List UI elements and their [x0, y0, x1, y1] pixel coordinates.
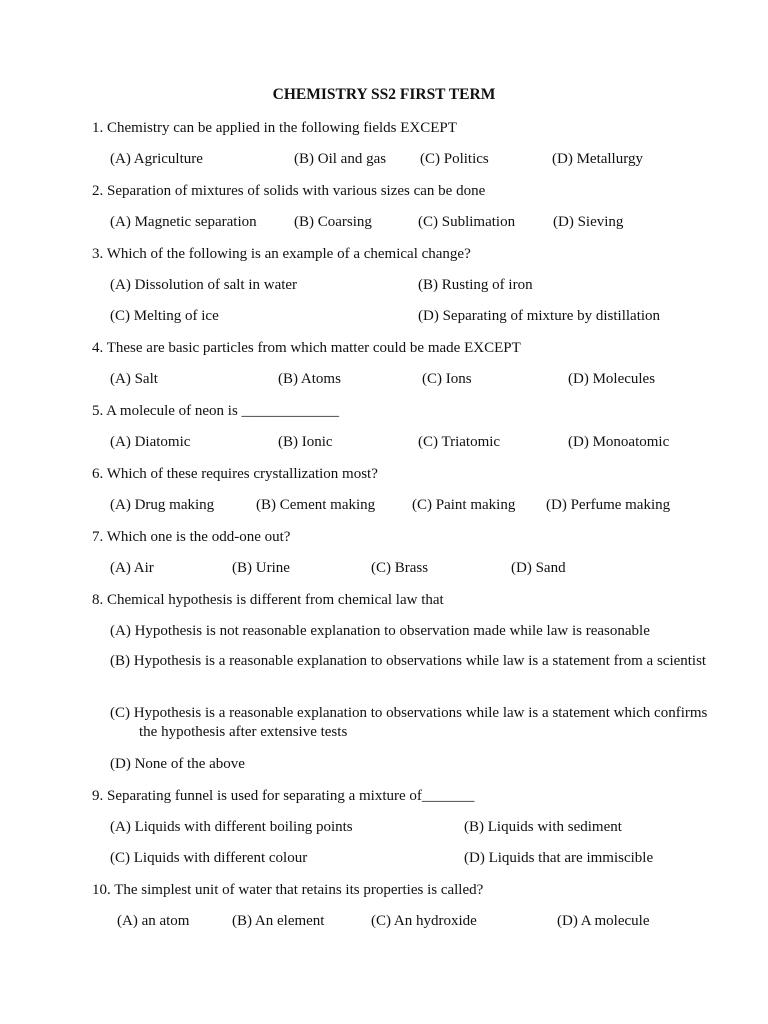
q5-option-a: (A) Diatomic [110, 434, 191, 450]
q2-option-a: (A) Magnetic separation [110, 214, 257, 230]
q9-option-a: (A) Liquids with different boiling points [110, 819, 353, 835]
q4-option-c: (C) Ions [422, 371, 472, 387]
q9-option-d: (D) Liquids that are immiscible [464, 850, 654, 866]
q1-option-c: (C) Politics [420, 151, 489, 167]
q1-option-b: (B) Oil and gas [294, 151, 387, 167]
q10-option-d: (D) A molecule [557, 913, 650, 929]
question-4: 4. These are basic particles from which matter could be made EXCEPT [92, 340, 521, 356]
q10-option-a: (A) an atom [117, 913, 190, 929]
q8-option-c: (C) Hypothesis is a reasonable explanation to observations while law is a statement which confirms the hypothesis after extensive tests [110, 705, 708, 740]
q2-option-d: (D) Sieving [553, 214, 624, 230]
q4-option-a: (A) Salt [110, 371, 158, 387]
q8-option-b: (B) Hypothesis is a reasonable explanation to observations while law is a statement from a scientist [110, 653, 707, 669]
q7-option-b: (B) Urine [232, 560, 290, 576]
q6-option-a: (A) Drug making [110, 497, 215, 513]
question-7: 7. Which one is the odd-one out? [92, 529, 291, 545]
q3-option-d: (D) Separating of mixture by distillation [418, 308, 661, 324]
q7-option-c: (C) Brass [371, 560, 429, 576]
q6-option-c: (C) Paint making [412, 497, 516, 513]
question-2: 2. Separation of mixtures of solids with various sizes can be done [92, 183, 486, 199]
q10-option-c: (C) An hydroxide [371, 913, 477, 929]
question-8: 8. Chemical hypothesis is different from chemical law that [92, 592, 444, 608]
q8-option-d: (D) None of the above [110, 756, 245, 772]
q4-option-b: (B) Atoms [278, 371, 341, 387]
q6-option-d: (D) Perfume making [546, 497, 671, 513]
q2-option-b: (B) Coarsing [294, 214, 372, 230]
q4-option-d: (D) Molecules [568, 371, 656, 387]
question-5: 5. A molecule of neon is _____________ [92, 403, 340, 419]
question-9: 9. Separating funnel is used for separating a mixture of_______ [92, 788, 475, 804]
q3-option-a: (A) Dissolution of salt in water [110, 277, 298, 293]
q10-option-b: (B) An element [232, 913, 325, 929]
q1-option-d: (D) Metallurgy [552, 151, 643, 167]
q7-option-a: (A) Air [110, 560, 154, 576]
q3-option-c: (C) Melting of ice [110, 308, 219, 324]
q2-option-c: (C) Sublimation [418, 214, 516, 230]
q5-option-c: (C) Triatomic [418, 434, 501, 450]
question-6: 6. Which of these requires crystallization most? [92, 466, 378, 482]
question-1: 1. Chemistry can be applied in the following fields EXCEPT [92, 120, 457, 136]
q1-option-a: (A) Agriculture [110, 151, 203, 167]
page-title: CHEMISTRY SS2 FIRST TERM [272, 86, 496, 103]
q5-option-b: (B) Ionic [278, 434, 333, 450]
q8-option-a: (A) Hypothesis is not reasonable explanation to observation made while law is reasonable [110, 623, 650, 639]
q5-option-d: (D) Monoatomic [568, 434, 670, 450]
q6-option-b: (B) Cement making [256, 497, 376, 513]
q9-option-c: (C) Liquids with different colour [110, 850, 308, 866]
question-10: 10. The simplest unit of water that retains its properties is called? [92, 882, 484, 898]
question-3: 3. Which of the following is an example of a chemical change? [92, 246, 471, 262]
q9-option-b: (B) Liquids with sediment [464, 819, 622, 835]
q3-option-b: (B) Rusting of iron [418, 277, 533, 293]
q7-option-d: (D) Sand [511, 560, 566, 576]
